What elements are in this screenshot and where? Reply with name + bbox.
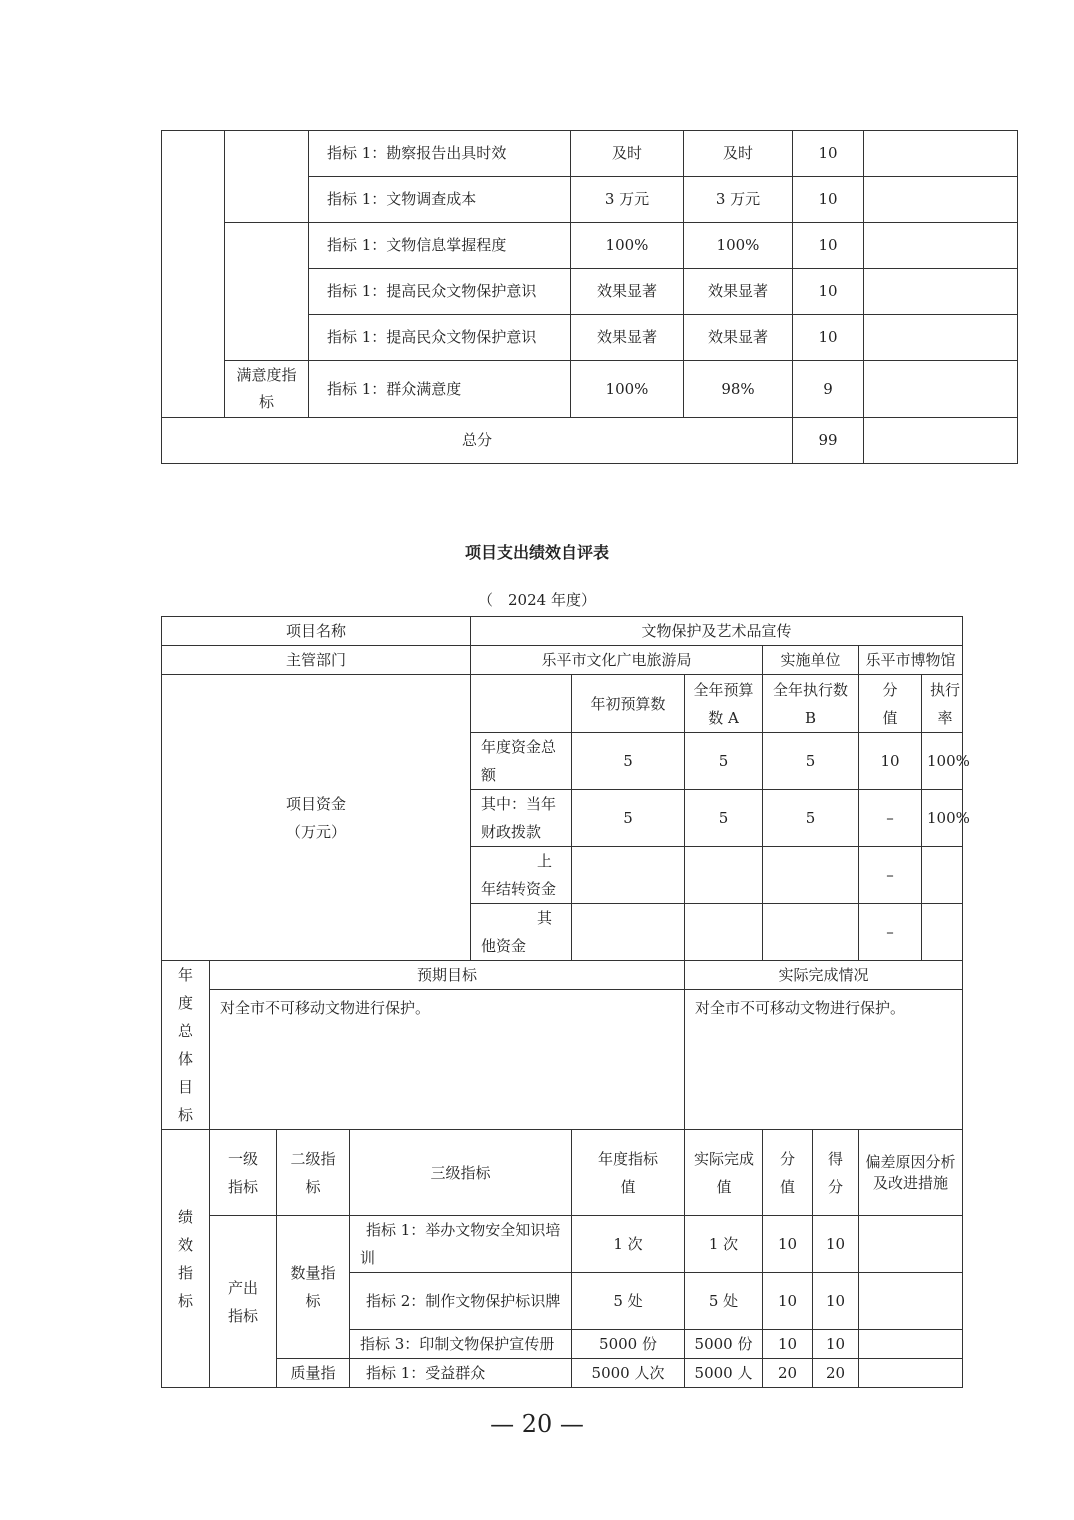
fund-exec-b: 5	[763, 790, 859, 847]
target-cell: 100%	[571, 223, 684, 269]
goal-label: 年度总体目标	[162, 961, 210, 1130]
score-cell: 10	[793, 131, 864, 177]
indicator-cell: 指标 1：文物调查成本	[309, 177, 571, 223]
form-title: 项目支出绩效自评表	[464, 543, 609, 562]
perf-deviation	[859, 1216, 963, 1273]
fund-initial	[572, 904, 685, 961]
actual-label: 实际完成情况	[685, 961, 963, 990]
perf-deviation	[859, 1330, 963, 1359]
actual-cell: 3 万元	[684, 177, 793, 223]
perf-score: 10	[813, 1273, 859, 1330]
fund-exec-b: 5	[763, 733, 859, 790]
header-score-value: 分值	[763, 1130, 813, 1216]
indicator-table-continued	[161, 130, 1018, 464]
table-row	[162, 361, 1018, 418]
fund-row-label: 其中：当年财政拨款	[471, 790, 572, 847]
merged-cell	[225, 223, 309, 361]
fund-initial: 5	[572, 733, 685, 790]
actual-cell: 100%	[684, 223, 793, 269]
score-cell: 10	[793, 269, 864, 315]
header-level2: 二级指标	[277, 1130, 350, 1216]
perf-actual: 5000 份	[685, 1330, 763, 1359]
table-row	[162, 223, 1018, 269]
score-cell: 10	[793, 315, 864, 361]
fund-full-a: 5	[685, 790, 763, 847]
fund-exec-rate	[922, 847, 963, 904]
remark-cell	[864, 131, 1018, 177]
header-full-a: 全年预算数 A	[685, 675, 763, 733]
remark-cell	[864, 418, 1018, 464]
fund-exec-b	[763, 847, 859, 904]
perf-score-value: 10	[763, 1330, 813, 1359]
header-exec-b: 全年执行数 B	[763, 675, 859, 733]
perf-score: 10	[813, 1216, 859, 1273]
table-row	[162, 990, 963, 1130]
total-row	[162, 418, 1018, 464]
target-cell: 效果显著	[571, 269, 684, 315]
perf-score-value: 10	[763, 1216, 813, 1273]
perf-deviation	[859, 1359, 963, 1388]
fund-initial: 5	[572, 790, 685, 847]
perf-actual: 5 处	[685, 1273, 763, 1330]
score-cell: 10	[793, 177, 864, 223]
dept-label: 主管部门	[162, 646, 471, 675]
fund-row-label: 年度资金总额	[471, 733, 572, 790]
merged-cell	[162, 131, 225, 418]
target-cell: 及时	[571, 131, 684, 177]
fund-full-a	[685, 904, 763, 961]
fund-full-a	[685, 847, 763, 904]
perf-indicator: 指标 1：受益群众	[350, 1359, 572, 1388]
perf-indicator: 指标 3：印制文物保护宣传册	[350, 1330, 572, 1359]
total-value: 99	[793, 418, 864, 464]
fund-row-label: 其他资金	[471, 904, 572, 961]
indicator-cell: 指标 1：提高民众文物保护意识	[309, 315, 571, 361]
table-row	[162, 675, 963, 733]
fund-exec-rate	[922, 904, 963, 961]
fund-exec-b	[763, 904, 859, 961]
indicator-cell: 指标 1：群众满意度	[309, 361, 571, 418]
satisfaction-label: 满意度指标	[225, 361, 309, 418]
indicator-cell: 指标 1：提高民众文物保护意识	[309, 269, 571, 315]
table-row	[162, 1130, 963, 1216]
actual-text: 对全市不可移动文物进行保护。	[685, 990, 963, 1130]
perf-score-value: 10	[763, 1273, 813, 1330]
table-row	[162, 131, 1018, 177]
header-annual: 年度指标值	[572, 1130, 685, 1216]
header-score-value: 分值	[859, 675, 922, 733]
fund-score-value: 10	[859, 733, 922, 790]
unit-label: 实施单位	[763, 646, 859, 675]
perf-annual: 1 次	[572, 1216, 685, 1273]
table-row	[162, 1359, 963, 1388]
header-deviation: 偏差原因分析 及改进措施	[859, 1130, 963, 1216]
empty-header	[471, 675, 572, 733]
indicator-cell: 指标 1：文物信息掌握程度	[309, 223, 571, 269]
form-year: （ 2024 年度）	[478, 591, 596, 609]
project-name: 文物保护及艺术品宣传	[471, 617, 963, 646]
total-label: 总分	[162, 418, 793, 464]
header-initial: 年初预算数	[572, 675, 685, 733]
actual-cell: 效果显著	[684, 315, 793, 361]
actual-cell: 效果显著	[684, 269, 793, 315]
perf-actual: 5000 人	[685, 1359, 763, 1388]
fund-score-value: –	[859, 904, 922, 961]
perf-score: 20	[813, 1359, 859, 1388]
merged-cell	[225, 131, 309, 223]
perf-indicator: 指标 2：制作文物保护标识牌	[350, 1273, 572, 1330]
remark-cell	[864, 315, 1018, 361]
actual-cell: 98%	[684, 361, 793, 418]
score-cell: 9	[793, 361, 864, 418]
fund-score-value: –	[859, 847, 922, 904]
table-row	[162, 617, 963, 646]
remark-cell	[864, 361, 1018, 418]
perf-actual: 1 次	[685, 1216, 763, 1273]
perf-annual: 5000 份	[572, 1330, 685, 1359]
header-actual: 实际完成值	[685, 1130, 763, 1216]
unit-value: 乐平市博物馆	[859, 646, 963, 675]
output-label: 产出指标	[210, 1216, 277, 1388]
target-cell: 效果显著	[571, 315, 684, 361]
table-row	[162, 961, 963, 990]
quantity-label: 数量指标	[277, 1216, 350, 1359]
perf-score: 10	[813, 1330, 859, 1359]
header-score: 得分	[813, 1130, 859, 1216]
page-number: — 20 —	[490, 1410, 584, 1438]
perf-annual: 5000 人次	[572, 1359, 685, 1388]
table-row	[162, 1216, 963, 1273]
perf-annual: 5 处	[572, 1273, 685, 1330]
quality-label: 质量指	[277, 1359, 350, 1388]
funds-label: 项目资金（万元）	[162, 675, 471, 961]
expected-text: 对全市不可移动文物进行保护。	[210, 990, 685, 1130]
fund-score-value: –	[859, 790, 922, 847]
indicator-cell: 指标 1：勘察报告出具时效	[309, 131, 571, 177]
remark-cell	[864, 177, 1018, 223]
fund-exec-rate: 100%	[922, 790, 963, 847]
remark-cell	[864, 223, 1018, 269]
target-cell: 3 万元	[571, 177, 684, 223]
fund-initial	[572, 847, 685, 904]
perf-score-value: 20	[763, 1359, 813, 1388]
actual-cell: 及时	[684, 131, 793, 177]
expected-label: 预期目标	[210, 961, 685, 990]
header-level1: 一级指标	[210, 1130, 277, 1216]
fund-row-label: 上年结转资金	[471, 847, 572, 904]
fund-exec-rate: 100%	[922, 733, 963, 790]
perf-indicator: 指标 1：举办文物安全知识培训	[350, 1216, 572, 1273]
perf-label: 绩效指标	[162, 1130, 210, 1388]
performance-evaluation-table	[161, 616, 971, 1388]
header-level3: 三级指标	[350, 1130, 572, 1216]
table-row	[162, 646, 963, 675]
perf-deviation	[859, 1273, 963, 1330]
fund-full-a: 5	[685, 733, 763, 790]
dept-value: 乐平市文化广电旅游局	[471, 646, 763, 675]
score-cell: 10	[793, 223, 864, 269]
remark-cell	[864, 269, 1018, 315]
header-exec-rate: 执行率	[922, 675, 963, 733]
project-name-label: 项目名称	[162, 617, 471, 646]
target-cell: 100%	[571, 361, 684, 418]
